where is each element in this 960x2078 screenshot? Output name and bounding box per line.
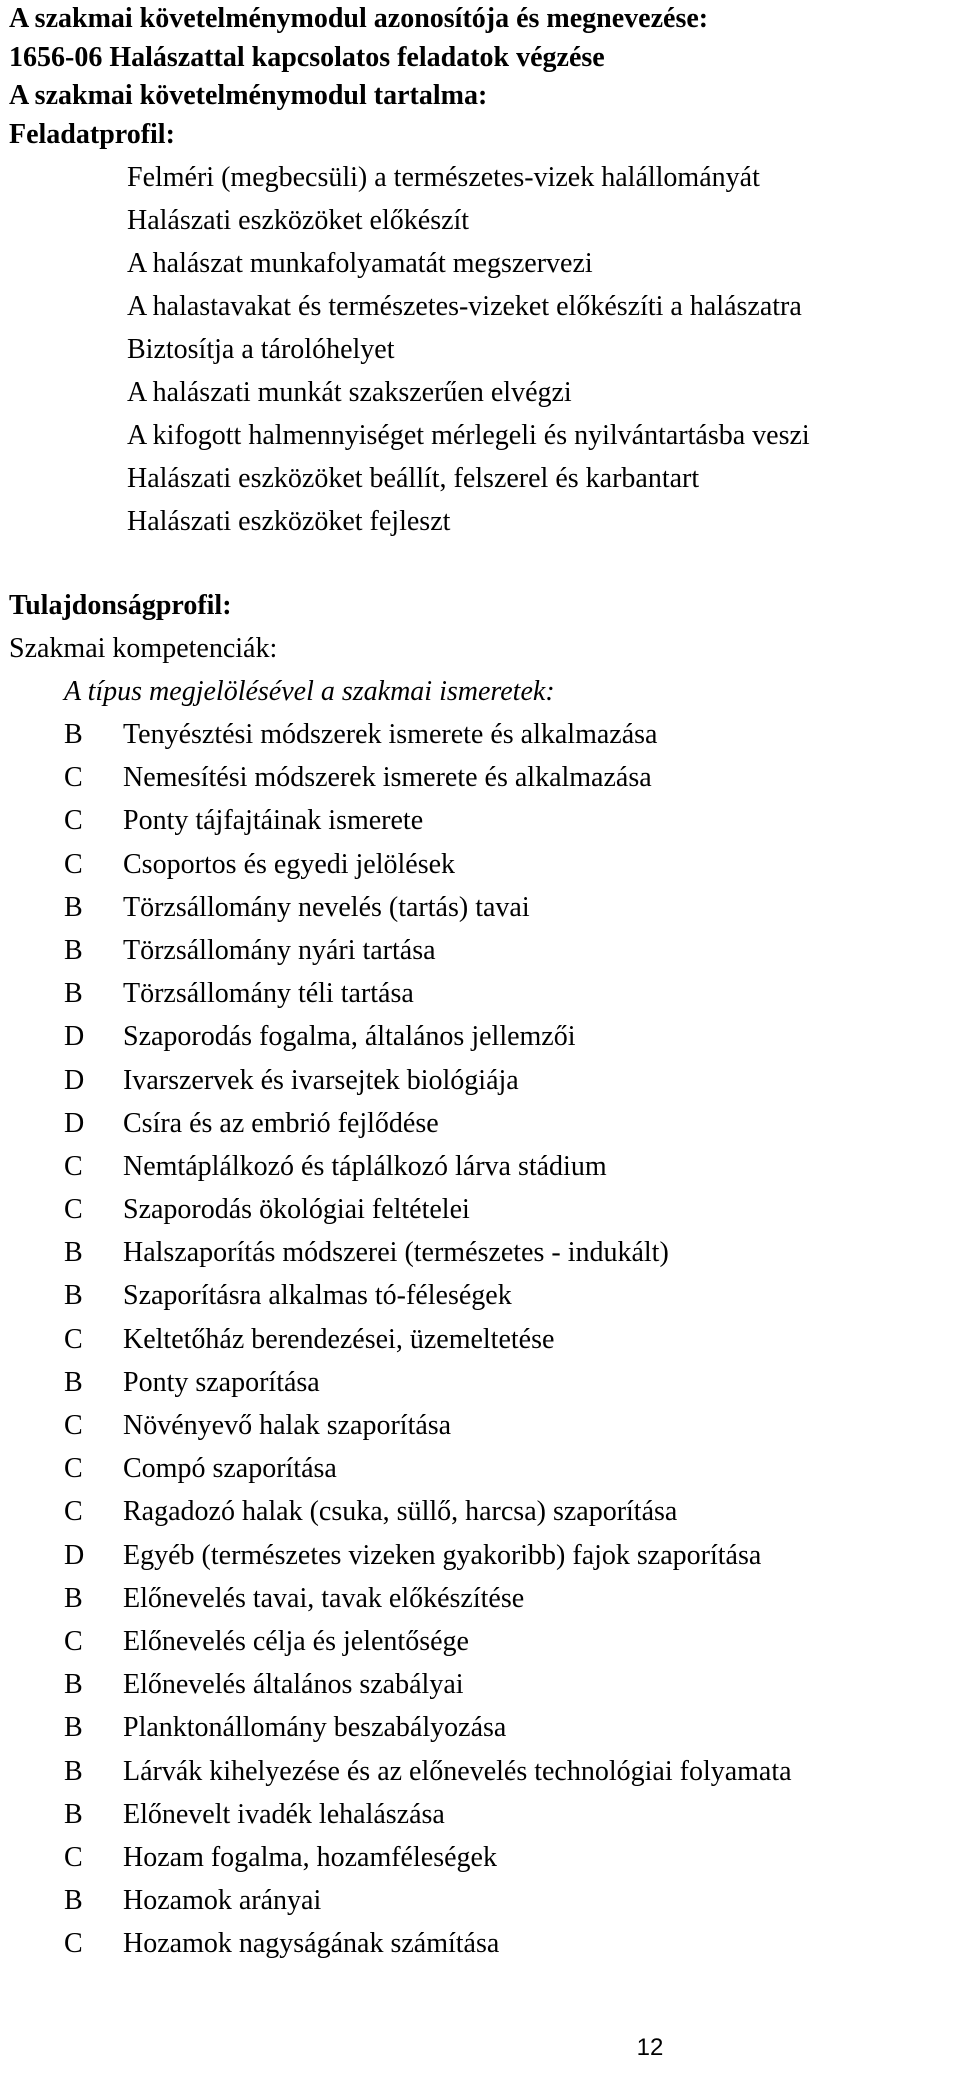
knowledge-item — [9, 799, 954, 842]
knowledge-text: Tenyésztési módszerek ismerete és alkalmazása — [123, 719, 658, 750]
knowledge-item — [9, 1750, 954, 1793]
knowledge-level: C — [64, 1194, 83, 1226]
knowledge-level: C — [64, 1625, 83, 1657]
knowledge-item — [9, 1102, 954, 1145]
knowledge-item — [9, 843, 954, 886]
knowledge-item — [9, 1922, 954, 1965]
knowledge-item — [9, 1361, 954, 1404]
knowledge-level: B — [64, 719, 83, 750]
knowledge-level: B — [64, 978, 83, 1010]
knowledge-level: B — [64, 1798, 83, 1830]
knowledge-level: C — [64, 1410, 83, 1441]
knowledge-item — [9, 756, 954, 799]
knowledge-item — [9, 1663, 954, 1706]
knowledge-item — [9, 1015, 954, 1058]
task-item: Biztosítja a tárolóhelyet — [127, 334, 395, 365]
knowledge-text: Ponty szaporítása — [123, 1366, 320, 1398]
knowledge-item — [9, 1059, 954, 1102]
module-content-label: A szakmai követelménymodul tartalma: — [9, 80, 488, 111]
page-number: 12 — [636, 2034, 664, 2061]
knowledge-item — [9, 1620, 954, 1663]
knowledge-item — [9, 1490, 954, 1533]
knowledge-level: C — [64, 1841, 83, 1873]
knowledge-level: B — [64, 1755, 83, 1787]
knowledge-level: B — [64, 1366, 83, 1398]
knowledge-level: B — [64, 891, 83, 923]
knowledge-text: Növényevő halak szaporítása — [123, 1410, 452, 1441]
task-item: Halászati eszközöket beállít, felszerel és karbantart — [127, 463, 700, 494]
knowledge-list — [9, 713, 954, 1965]
task-profile-title: Feladatprofil: — [9, 118, 175, 150]
knowledge-text: Hozamok arányai — [123, 1885, 322, 1917]
knowledge-text: Lárvák kihelyezése és az előnevelés technológiai folyamata — [123, 1755, 792, 1787]
knowledge-text: Szaporodás ökológiai feltételei — [123, 1194, 470, 1226]
knowledge-text: Szaporodás fogalma, általános jellemzői — [123, 1021, 576, 1053]
knowledge-level: B — [64, 1237, 83, 1269]
type-caption: A típus megjelölésével a szakmai ismeretek: — [64, 676, 555, 707]
task-item: Halászati eszközöket fejleszt — [127, 506, 451, 537]
competences-label: Szakmai kompetenciák: — [9, 633, 278, 664]
knowledge-item — [9, 972, 954, 1015]
task-item: A halastavakat és természetes-vizeket előkészíti a halászatra — [127, 291, 802, 322]
module-code-title: 1656-06 Halászattal kapcsolatos feladatok végzése — [9, 41, 605, 73]
knowledge-text: Törzsállomány nevelés (tartás) tavai — [123, 891, 530, 923]
knowledge-item — [9, 1706, 954, 1749]
knowledge-level: C — [64, 1496, 83, 1528]
knowledge-level: D — [64, 1064, 85, 1096]
knowledge-item — [9, 1188, 954, 1231]
knowledge-text: Előnevelés általános szabályai — [123, 1669, 464, 1701]
knowledge-item — [9, 1879, 954, 1922]
knowledge-text: Előnevelt ivadék lehalászása — [123, 1798, 445, 1830]
knowledge-level: C — [64, 848, 83, 880]
task-item: A halászati munkát szakszerűen elvégzi — [127, 377, 572, 408]
knowledge-text: Csoportos és egyedi jelölések — [123, 848, 456, 880]
module-heading — [9, 0, 954, 156]
task-item: A kifogott halmennyiséget mérlegeli és nyilvántartásba veszi — [127, 420, 810, 451]
knowledge-level: D — [64, 1107, 85, 1139]
document-page — [9, 0, 954, 1965]
knowledge-level: C — [64, 1150, 83, 1182]
knowledge-level: B — [64, 1885, 83, 1917]
knowledge-text: Előnevelés tavai, tavak előkészítése — [123, 1582, 525, 1614]
knowledge-text: Előnevelés célja és jelentősége — [123, 1625, 469, 1657]
knowledge-text: Nemesítési módszerek ismerete és alkalmazása — [123, 762, 652, 794]
knowledge-text: Ponty tájfajtáinak ismerete — [123, 805, 424, 837]
task-item: Felméri (megbecsüli) a természetes-vizek halállományát — [127, 162, 760, 193]
knowledge-item — [9, 1534, 954, 1577]
knowledge-text: Halszaporítás módszerei (természetes - indukált) — [123, 1237, 669, 1269]
knowledge-level: C — [64, 1323, 83, 1355]
knowledge-text: Hozamok nagyságának számítása — [123, 1928, 500, 1960]
knowledge-item — [9, 1145, 954, 1188]
knowledge-text: Egyéb (természetes vizeken gyakoribb) fajok szaporítása — [123, 1539, 762, 1571]
knowledge-level: C — [64, 1928, 83, 1960]
knowledge-text: Planktonállomány beszabályozása — [123, 1712, 507, 1744]
knowledge-item — [9, 1404, 954, 1447]
knowledge-item — [9, 886, 954, 929]
knowledge-item — [9, 1231, 954, 1274]
knowledge-text: Hozam fogalma, hozamféleségek — [123, 1841, 497, 1873]
knowledge-text: Törzsállomány nyári tartása — [123, 934, 436, 966]
knowledge-item — [9, 1274, 954, 1317]
knowledge-text: Ragadozó halak (csuka, süllő, harcsa) szaporítása — [123, 1496, 678, 1528]
knowledge-item — [9, 713, 954, 756]
knowledge-item — [9, 929, 954, 972]
task-item: A halászat munkafolyamatát megszervezi — [127, 248, 593, 279]
knowledge-text: Ivarszervek és ivarsejtek biológiája — [123, 1064, 519, 1096]
knowledge-level: C — [64, 805, 83, 837]
property-profile-title: Tulajdonságprofil: — [9, 590, 232, 621]
knowledge-level: B — [64, 1712, 83, 1744]
knowledge-level: D — [64, 1539, 85, 1571]
module-id-label: A szakmai követelménymodul azonosítója és megnevezése: — [9, 3, 709, 34]
knowledge-item — [9, 1793, 954, 1836]
knowledge-level: D — [64, 1021, 85, 1053]
knowledge-text: Nemtáplálkozó és táplálkozó lárva stádium — [123, 1150, 607, 1182]
knowledge-item — [9, 1447, 954, 1490]
knowledge-level: B — [64, 1669, 83, 1701]
knowledge-text: Törzsállomány téli tartása — [123, 978, 414, 1010]
knowledge-level: B — [64, 1582, 83, 1614]
knowledge-text: Szaporításra alkalmas tó-féleségek — [123, 1280, 512, 1312]
knowledge-level: C — [64, 762, 83, 794]
knowledge-text: Compó szaporítása — [123, 1453, 337, 1485]
knowledge-text: Keltetőház berendezései, üzemeltetése — [123, 1323, 555, 1355]
knowledge-level: B — [64, 1280, 83, 1312]
knowledge-text: Csíra és az embrió fejlődése — [123, 1107, 439, 1139]
knowledge-item — [9, 1318, 954, 1361]
knowledge-item — [9, 1836, 954, 1879]
knowledge-level: B — [64, 934, 83, 966]
task-list — [9, 156, 954, 543]
task-item: Halászati eszközöket előkészít — [127, 205, 470, 236]
knowledge-item — [9, 1577, 954, 1620]
knowledge-level: C — [64, 1453, 83, 1485]
